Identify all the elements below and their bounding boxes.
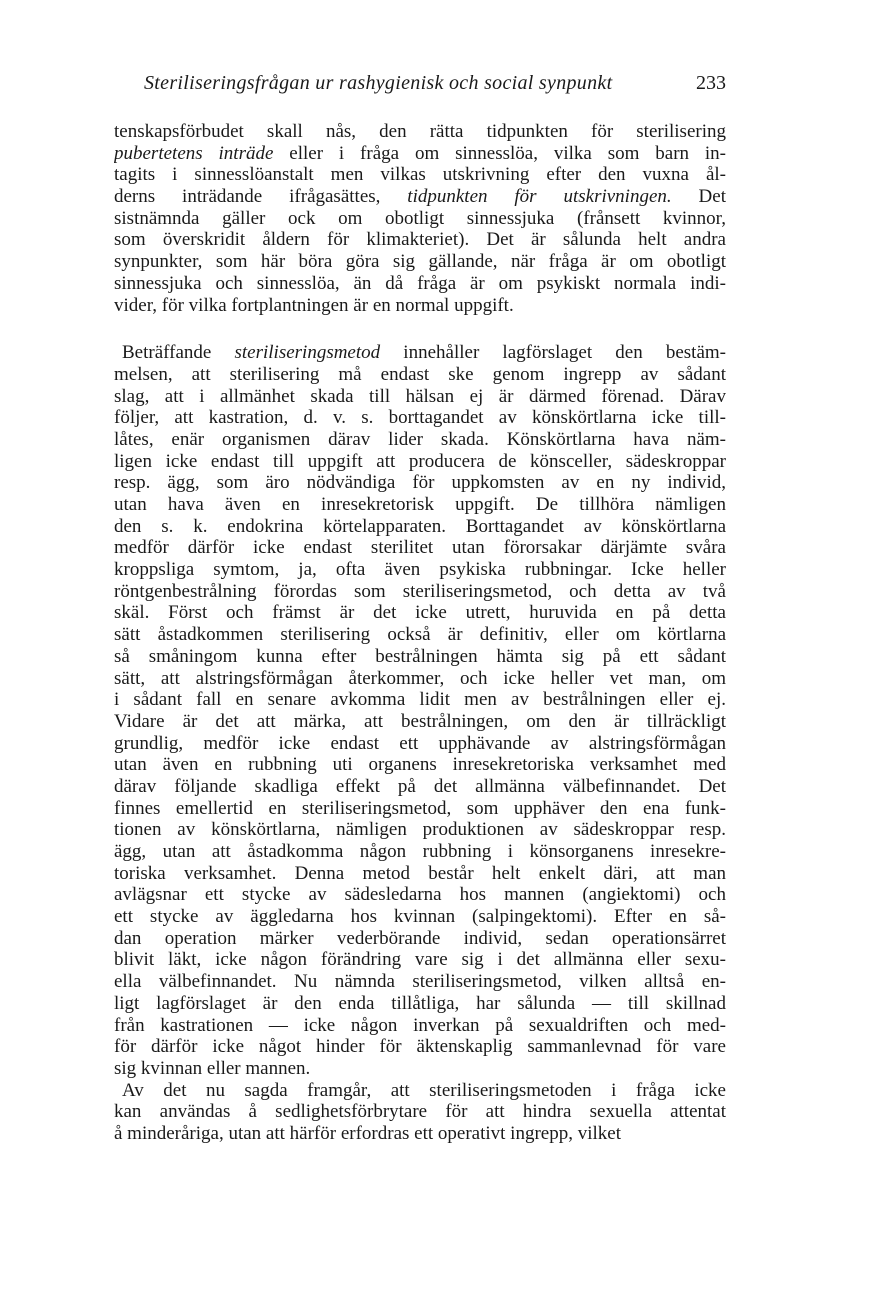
- text-line: [114, 342, 726, 364]
- text-line: sätt, att alstringsförmågan återkommer, och icke heller vet man, om: [114, 667, 726, 689]
- text-line: finnes emellertid en steriliseringsmetod, som upphäver den ena funk-: [114, 797, 726, 819]
- body-text: [114, 121, 726, 1145]
- text-line: å minderåriga, utan att härför erfordras ett operativt ingrepp, vilket: [114, 1122, 621, 1144]
- italic-phrase: tidpunkten för utskrivningen.: [407, 186, 672, 208]
- text-line: ägg, utan att åstadkomma någon rubbning i könsorganens inresekre-: [114, 841, 726, 862]
- text-line: [114, 186, 726, 208]
- text-line: för därför icke något hinder för äktenskaplig sammanlevnad för vare: [114, 1036, 726, 1058]
- text-line: tionen av könskörtlarna, nämligen produktionen av sädeskroppar resp.: [114, 819, 726, 841]
- text-line: synpunkter, som här böra göra sig gällande, när fråga är om obotligt: [114, 251, 726, 273]
- text-line: skäl. Först och främst är det icke utrett, huruvida en på detta: [114, 602, 726, 624]
- text-segment: Det: [671, 186, 726, 208]
- text-line: kan användas å sedlighetsförbrytare för att hindra sexuella attentat: [114, 1101, 726, 1123]
- text-line: den s. k. endokrina körtelapparaten. Borttagandet av könskörtlarna: [114, 515, 726, 537]
- text-line: utan även en rubbning uti organens inresekretoriska verksamhet med: [114, 754, 726, 776]
- text-line: utan hava även en inresekretorisk uppgift. De tillhöra nämligen: [114, 494, 726, 515]
- text-line: ett stycke av äggledarna hos kvinnan (salpingektomi). Efter en så-: [114, 906, 726, 928]
- text-line: melsen, att sterilisering må endast ske genom ingrepp av sådant: [114, 363, 726, 385]
- text-line: ligen icke endast till uppgift att producera de könsceller, sädeskroppar: [114, 450, 726, 472]
- text-segment: eller i fråga om sinnesslöa, vilka som barn in-: [273, 142, 726, 164]
- italic-phrase: steriliseringsmetod: [234, 342, 381, 364]
- paragraph-2: [114, 342, 726, 1079]
- text-line: toriska verksamhet. Denna metod består helt enkelt däri, att man: [114, 862, 726, 884]
- page-number: 233: [696, 72, 726, 94]
- text-line: röntgenbestrålning förordas som steriliseringsmetod, och detta av två: [114, 580, 726, 602]
- text-line: i sådant fall en senare avkomma lidit men av bestrålningen eller ej.: [114, 689, 726, 711]
- text-line: blivit läkt, icke någon förändring vare sig i det allmänna eller sexu-: [114, 949, 726, 971]
- text-line: sistnämnda gäller ock om obotligt sinnessjuka (frånsett kvinnor,: [114, 207, 726, 229]
- text-segment: Beträffande: [122, 342, 235, 364]
- text-line: dan operation märker vederbörande individ, sedan operationsärret: [114, 927, 726, 949]
- text-line: resp. ägg, som äro nödvändiga för uppkomsten av en ny individ,: [114, 472, 726, 494]
- text-line: ligt lagförslaget är den enda tillåtliga, har sålunda — till skillnad: [114, 992, 726, 1014]
- text-line: från kastrationen — icke någon inverkan på sexualdriften och med-: [114, 1014, 726, 1036]
- text-line: medför därför icke endast sterilitet utan förorsakar därjämte svåra: [114, 537, 726, 559]
- text-line: sig kvinnan eller mannen.: [114, 1057, 311, 1079]
- paragraph-spacer: [114, 316, 726, 342]
- text-line: sinnessjuka och sinnesslöa, än då fråga är om psykiskt normala indi-: [114, 272, 726, 294]
- paragraph-3: [114, 1080, 726, 1145]
- text-line: tagits i sinnesslöanstalt men vilkas utskrivning efter den vuxna ål-: [114, 164, 726, 186]
- page-header: [144, 72, 726, 102]
- text-segment: innehåller lagförslaget den bestäm-: [380, 342, 726, 364]
- text-line: så småningom kunna efter bestrålningen hämta sig på ett sådant: [114, 645, 726, 667]
- text-line: grundlig, medför icke endast ett upphävande av alstringsförmågan: [114, 732, 726, 754]
- running-title: Steriliseringsfrågan ur rashygienisk och social synpunkt: [144, 72, 613, 94]
- text-line: sätt åstadkommen sterilisering också är definitiv, eller om körtlarna: [114, 624, 726, 646]
- text-line: Av det nu sagda framgår, att steriliseringsmetoden i fråga icke: [122, 1079, 726, 1101]
- paragraph-1: [114, 121, 726, 316]
- text-segment: derns inträdande ifrågasättes,: [114, 186, 408, 208]
- text-line: därav följande skadliga effekt på det allmänna välbefinnandet. Det: [114, 775, 726, 797]
- text-line: låtes, enär organismen därav lider skada. Könskörtlarna hava näm-: [114, 428, 726, 450]
- text-line: vider, för vilka fortplantningen är en normal uppgift.: [114, 294, 514, 316]
- text-line: tenskapsförbudet skall nås, den rätta tidpunkten för sterilisering: [114, 121, 726, 142]
- text-line: avlägsnar ett stycke av sädesledarna hos mannen (angiektomi) och: [114, 884, 726, 906]
- text-line: följer, att kastration, d. v. s. borttagandet av könskörtlarna icke till-: [114, 407, 726, 429]
- text-line: slag, att i allmänhet skada till hälsan ej är därmed förenad. Därav: [114, 385, 726, 407]
- text-line: ella välbefinnandet. Nu nämnda steriliseringsmetod, vilken alltså en-: [114, 971, 726, 993]
- italic-phrase: pubertetens inträde: [114, 142, 274, 164]
- text-line: [114, 143, 726, 165]
- text-line: som överskridit åldern för klimakteriet). Det är sålunda helt andra: [114, 229, 726, 251]
- text-line: kroppsliga symtom, ja, ofta även psykiska rubbningar. Icke heller: [114, 559, 726, 581]
- text-line: Vidare är det att märka, att bestrålningen, om den är tillräckligt: [114, 710, 726, 732]
